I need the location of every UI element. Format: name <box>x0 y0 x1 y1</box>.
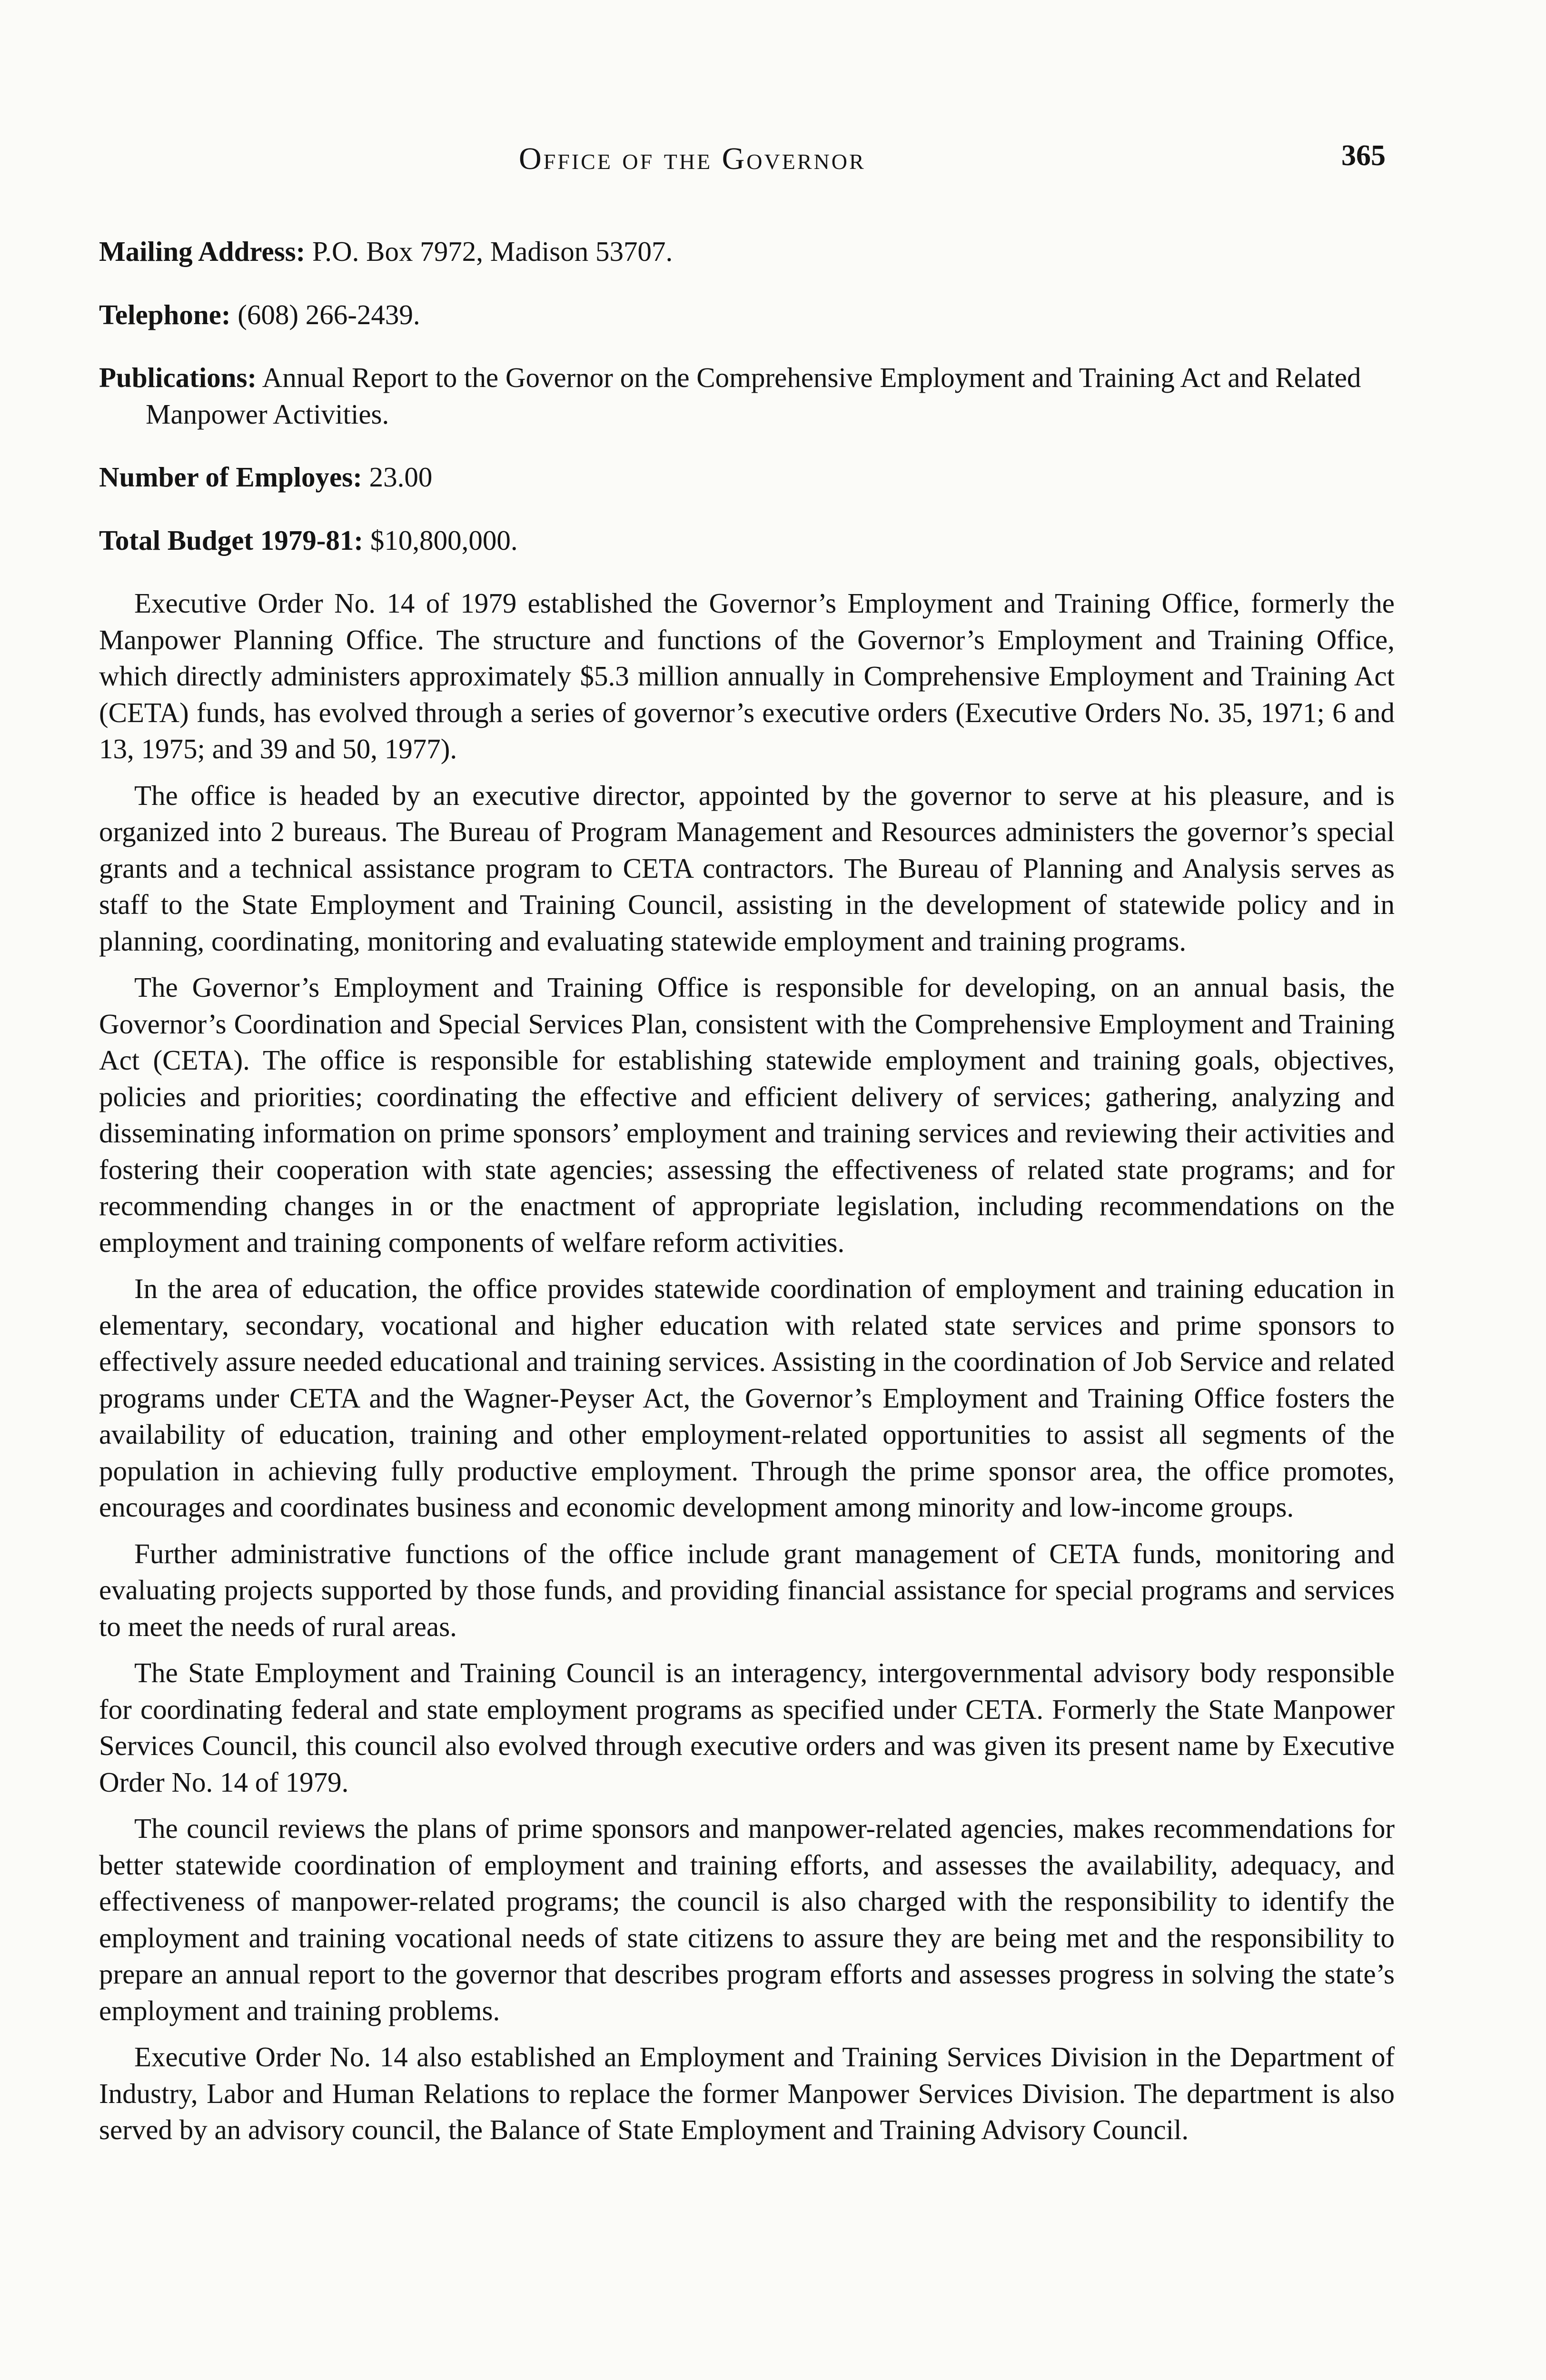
running-head-title: Office of the Governor <box>519 141 866 176</box>
paragraph: The State Employment and Training Council is an interagency, intergovernmental advisory body responsible for coordinating federal and state employment programs as specified under CETA. Formerly the State Manpower Services Council, this council also evolved through executive orders and was given its present name by Executive Order No. 14 of 1979. <box>99 1657 1395 1798</box>
body-text <box>99 233 1395 2158</box>
paragraph: Further administrative functions of the office include grant management of CETA funds, monitoring and evaluating projects supported by those funds, and providing financial assistance for special programs and services to meet the needs of rural areas. <box>99 1537 1395 1642</box>
page-number: 365 <box>1341 139 1386 172</box>
field-value: $10,800,000. <box>370 524 518 556</box>
paragraph: The council reviews the plans of prime sponsors and manpower-related agencies, makes recommendations for better statewide coordination of employment and training efforts, and assesses the availability, adequacy, and effectiveness of manpower-related programs; the council is also charged with the responsibility to identify the employment and training vocational needs of state citizens to assure they are being met and the responsibility to prepare an annual report to the governor that describes program efforts and assesses progress in solving the state’s employment and training problems. <box>99 1813 1395 2026</box>
field-value: Annual Report to the Governor on the Comprehensive Employment and Training Act and Related Manpower Activities. <box>146 362 1361 430</box>
field-label: Publications: <box>99 362 257 393</box>
field-mailing-address <box>99 233 1395 270</box>
field-value: (608) 266-2439. <box>238 298 420 330</box>
field-telephone <box>99 297 1395 333</box>
paragraph: In the area of education, the office provides statewide coordination of employment and training education in elementary, secondary, vocational and higher education with related state services and prime sponsors to effectively assure needed educational and training services. Assisting in the coordination of Job Service and related programs under CETA and the Wagner-Peyser Act, the Governor’s Employment and Training Office fosters the availability of education, training and other employment-related opportunities to assist all segments of the population in achieving fully productive employment. Through the prime sponsor area, the office promotes, encourages and coordinates business and economic development among minority and low-income groups. <box>99 1273 1395 1523</box>
field-label: Mailing Address: <box>99 236 306 267</box>
paragraph: Executive Order No. 14 of 1979 established the Governor’s Employment and Training Office, formerly the Manpower Planning Office. The structure and functions of the Governor’s Employment and Training Office, which directly administers approximately $5.3 million annually in Comprehensive Employment and Training Act (CETA) funds, has evolved through a series of governor’s executive orders (Executive Orders No. 35, 1971; 6 and 13, 1975; and 39 and 50, 1977). <box>99 587 1395 764</box>
field-label: Total Budget 1979-81: <box>99 524 364 556</box>
paragraph: The office is headed by an executive director, appointed by the governor to serve at his pleasure, and is organized into 2 bureaus. The Bureau of Program Management and Resources administers the governor’s special grants and a technical assistance program to CETA contractors. The Bureau of Planning and Analysis serves as staff to the State Employment and Training Council, assisting in the development of statewide policy and in planning, coordinating, monitoring and evaluating statewide employment and training programs. <box>99 779 1395 957</box>
paragraph: The Governor’s Employment and Training Office is responsible for developing, on an annual basis, the Governor’s Coordination and Special Services Plan, consistent with the Comprehensive Employment and Training Act (CETA). The office is responsible for establishing statewide employment and training goals, objectives, policies and priorities; coordinating the effective and efficient delivery of services; gathering, analyzing and disseminating information on prime sponsors’ employment and training services and reviewing their activities and fostering their cooperation with state agencies; assessing the effectiveness of related state programs; and for recommending changes in or the enactment of appropriate legislation, including recommendations on the employment and training components of welfare reform activities. <box>99 972 1395 1258</box>
field-label: Number of Employes: <box>99 461 362 493</box>
field-value: P.O. Box 7972, Madison 53707. <box>312 236 673 267</box>
field-publications <box>99 359 1395 432</box>
field-label: Telephone: <box>99 298 231 330</box>
paragraph: Executive Order No. 14 also established an Employment and Training Services Division in the Department of Industry, Labor and Human Relations to replace the former Manpower Services Division. The department is also served by an advisory council, the Balance of State Employment and Training Advisory Council. <box>99 2041 1395 2145</box>
field-total-budget <box>99 522 1395 559</box>
field-number-of-employes <box>99 459 1395 496</box>
field-value: 23.00 <box>369 461 433 493</box>
